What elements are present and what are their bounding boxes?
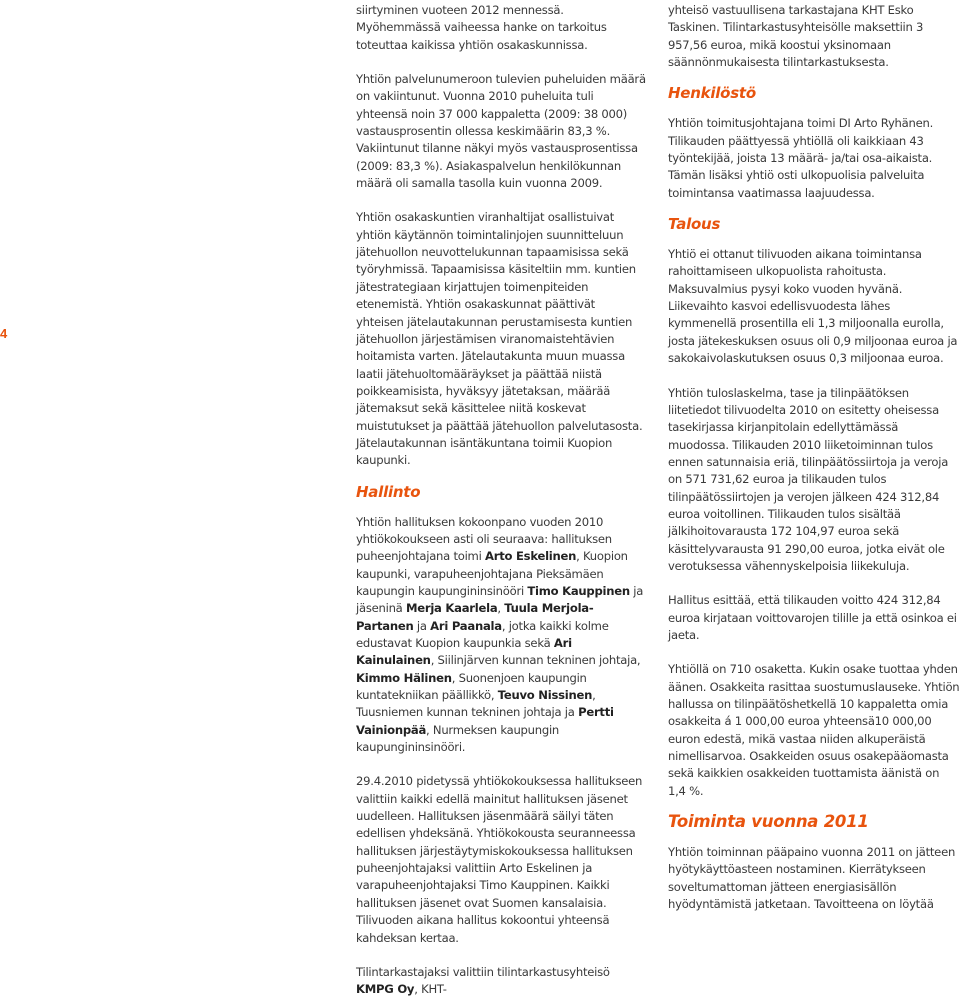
paragraph-board: Yhtiön hallituksen kokoonpano vuoden 2010 yhtiökokoukseen asti oli seuraava: hallituksen puheenjohtajana toimi Arto Eskelinen, Kuopion kaupunki, varapuheenjohtajana Pieksämäen kaupungin kaupungininsinööri Timo Kauppinen ja jäseninä Merja Kaarlela, Tuula Merjola-Partanen ja Ari Paanala, jotka kaikki kolme edustavat Kuopion kaupunkia sekä Ari Kainulainen, Siilinjärven kunnan tekninen johtaja, Kimmo Hälinen, Suonenjoen kaupungin kuntatekniikan päällikkö, Teuvo Nissinen, Tuusniemen kunnan tekninen johtaja ja Pertti Vainionpää, Nurmeksen kaupungin kaupungininsinööri.	[356, 514, 644, 755]
paragraph-waste-board: Yhtiön osakaskuntien viranhaltijat osallistuivat yhtiön käytännön toimintalinjojen suunnitteluun jätehuollon neuvottelukunnan tapaamisissa sekä työryhmissä. Tapaamisissa käsiteltiin mm. kuntien jätestrategiaan kirjattujen toimenpiteiden etenemistä. Yhtiön osakaskunnat päättivät yhteisen jätelautakunnan perustamisesta kuntien jätehuollon järjestämisen viranomaistehtävien hoitamista varten. Jätelautakunta muun muassa laatii jätehuoltomääräykset ja päättää niistä poikkeamisista, hyväksyy jätetaksan, määrää jätemaksut sekä käsittelee niitä koskevat muistutukset ja päättää jätehuollon palvelutasosta. Jätelautakunnan isäntäkuntana toimii Kuopion kaupunki.	[356, 210, 643, 468]
heading-hallinto: Hallinto	[356, 482, 421, 501]
heading-talous: Talous	[668, 215, 721, 234]
board-member-name: Arto Eskelinen	[485, 549, 577, 564]
board-member-name: Kimmo Hälinen	[356, 670, 452, 685]
paragraph-board-meeting: 29.4.2010 pidetyssä yhtiökokouksessa hallitukseen valittiin kaikki edellä mainitut hallituksen jäsenet uudelleen. Hallituksen jäsenmäärä säilyi täten edellisen yhdeksänä. Yhtiökokousta seuranneessa hallituksen järjestäytymiskokouksessa hallituksen puheenjohtajaksi valittiin Arto Eskelinen ja varapuheenjohtajaksi Timo Kauppinen. Kaikki hallituksen jäsenet ovat Suomen kansalaisia. Tilivuoden aikana hallitus kokoontui yhteensä kahdeksan kertaa.	[356, 774, 643, 945]
board-member-name: Timo Kauppinen	[527, 583, 630, 598]
paragraph-service-calls: Yhtiön palvelunumeroon tulevien puheluiden määrä on vakiintunut. Vuonna 2010 puheluita tuli yhteensä noin 37 000 kappaletta (2009: 38 000) vastausprosentin ollessa keskimäärin 83,3 %. Vakiintunut tilanne näkyi myös vastausprosentissa (2009: 83,3 %). Asiakaspalvelun henkilökunnan määrä oli samalla tasolla kuin vuonna 2009.	[356, 72, 646, 191]
paragraph-income-statement: Yhtiön tuloslaskelma, tase ja tilinpäätöksen liitetiedot tilivuodelta 2010 on esitetty oheisessa tasekirjassa kirjanpitolain edellyttämässä muodossa. Tilikauden 2010 liiketoiminnan tulos ennen satunnaisia eriä, tilinpäätössiirtoja ja veroja on 571 731,62 euroa ja tilikauden tulos tilinpäätössiirtojen ja verojen jälkeen 424 312,84 euroa voitollinen. Tilikauden tulos sisältää jälkihoitovarausta 172 104,97 euroa sekä käsittelyvarausta 91 290,00 euroa, jotka eivät ole verotuksessa vähennyskelpoisia liikekuluja.	[668, 385, 949, 573]
board-member-name: Ari Paanala	[430, 618, 502, 633]
paragraph-shares: Yhtiöllä on 710 osaketta. Kukin osake tuottaa yhden äänen. Osakkeita rasittaa suostumuslauseke. Yhtiön hallussa on tilinpäätöshetkellä 10 kappaletta omia osakkeita á 1 000,00 euroa yhteensä10 000,00 euron edestä, mikä vastaa niiden alkuperäistä nimellisarvoa. Osakkeiden osuus osakepääomasta sekä kaikkien osakkeiden tuottamista äänistä on 1,4 %.	[668, 662, 960, 798]
board-member-name: Ari Kainulainen	[356, 636, 572, 668]
paragraph-operations-2011: Yhtiön toiminnan pääpaino vuonna 2011 on jätteen hyötykäyttöasteen nostaminen. Kierrätykseen soveltumattoman jätteen energiasisällön hyödyntämistä jatketaan. Tavoitteena on löytää	[668, 845, 956, 912]
board-member-name: Pertti Vainionpää	[356, 705, 614, 737]
paragraph-audit-fee: yhteisö vastuullisena tarkastajana KHT Esko Taskinen. Tilintarkastusyhteisölle maksettiin 3 957,56 euroa, mikä koostui yksinomaan säännönmukaisesta tilintarkastuksesta.	[668, 3, 924, 70]
page-number: 4	[0, 326, 8, 341]
left-column	[356, 2, 646, 999]
paragraph-auditor: Tilintarkastajaksi valittiin tilintarkastusyhteisö KMPG Oy, KHT-	[356, 964, 610, 997]
board-member-name: Merja Kaarlela	[405, 601, 498, 616]
board-member-name: Teuvo Nissinen	[497, 688, 593, 703]
auditor-name: KMPG Oy	[356, 982, 415, 997]
right-column	[668, 2, 960, 913]
heading-toiminta-2011: Toiminta vuonna 2011	[668, 812, 869, 832]
paragraph-finance: Yhtiö ei ottanut tilivuoden aikana toimintansa rahoittamiseen ulkopuolista rahoitusta. Maksuvalmius pysyi koko vuoden hyvänä. Liikevaihto kasvoi edellisvuodesta lähes kymmenellä prosentilla eli 1,3 miljoonalla eurolla, josta jätekeskuksen osuus oli 0,9 miljoonaa euroa ja sakokaivolaskutuksen osuus 0,3 miljoonaa euroa.	[668, 247, 958, 366]
heading-henkilosto: Henkilöstö	[668, 84, 756, 103]
paragraph-intro: siirtyminen vuoteen 2012 mennessä. Myöhemmässä vaiheessa hanke on tarkoitus toteuttaa kaikissa yhtiön osakaskunnissa.	[356, 3, 607, 52]
board-member-name: Tuula Merjola-Partanen	[356, 601, 594, 633]
paragraph-profit: Hallitus esittää, että tilikauden voitto 424 312,84 euroa kirjataan voittovarojen tilille ja että osinkoa ei jaeta.	[668, 593, 957, 642]
paragraph-personnel: Yhtiön toimitusjohtajana toimi DI Arto Ryhänen. Tilikauden päättyessä yhtiöllä oli kaikkiaan 43 työntekijää, joista 13 määrä- ja/tai osa-aikaista. Tämän lisäksi yhtiö osti ulkopuolisia palveluita toimintansa vaatimassa laajuudessa.	[668, 116, 934, 200]
